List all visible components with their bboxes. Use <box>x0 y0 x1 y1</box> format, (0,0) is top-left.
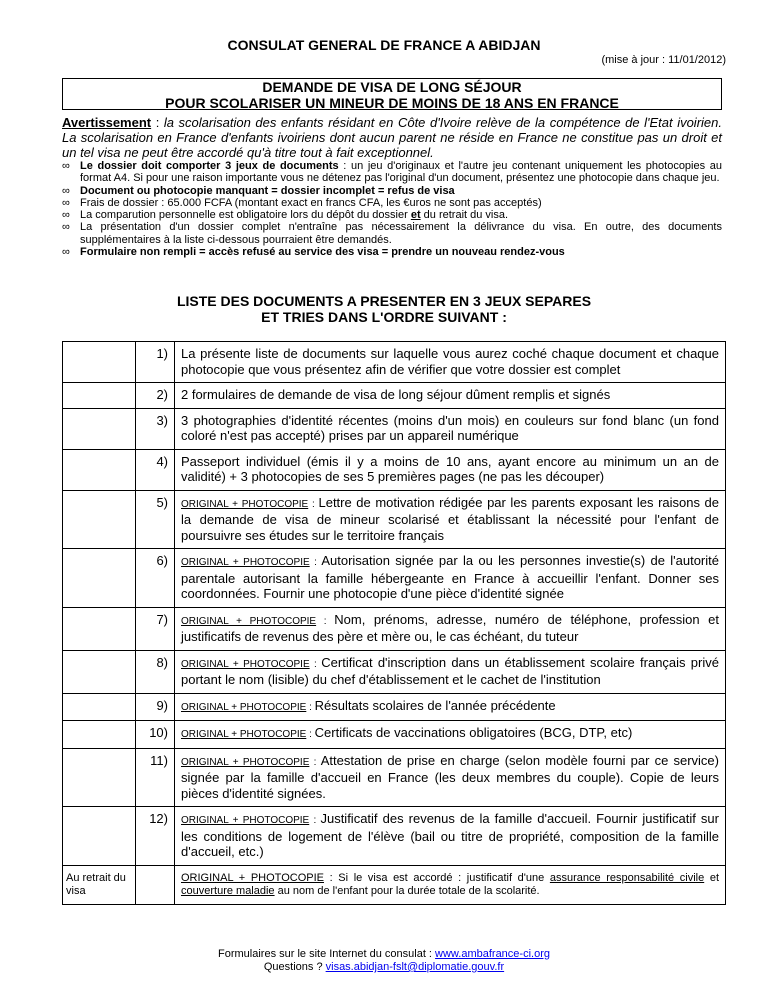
infinity-bullet-icon: ∞ <box>62 209 70 222</box>
document-number: 6) <box>136 549 175 608</box>
checkbox-cell[interactable] <box>63 748 136 807</box>
document-number: 5) <box>136 490 175 549</box>
document-row <box>63 650 726 693</box>
retrait-number-cell <box>136 865 175 904</box>
update-date: (mise à jour : 11/01/2012) <box>601 54 726 66</box>
document-description <box>175 748 726 807</box>
document-description <box>175 408 726 449</box>
prefix-separator: : <box>308 498 319 510</box>
document-number: 4) <box>136 449 175 490</box>
prefix-separator: : <box>309 756 321 768</box>
requirement-text: du retrait du visa. <box>420 209 509 222</box>
footer-questions-label: Questions ? <box>263 961 326 973</box>
document-text: Lettre de motivation rédigée par les parents exposant les raisons de la demande de visa de mineur scolarisé et établissant la nécessité pour l'enfant de poursuivre ses études sur le territoire français <box>181 494 720 543</box>
original-photocopy-prefix: ORIGINAL + PHOTOCOPIE <box>181 729 307 740</box>
list-title-line-1: LISTE DES DOCUMENTS A PRESENTER EN 3 JEUX SEPARES <box>176 293 592 309</box>
documents-table <box>62 341 726 905</box>
checkbox-cell[interactable] <box>63 549 136 608</box>
document-row <box>63 408 726 449</box>
requirement-text: : un jeu d'originaux et l'autre jeu contenant uniquement les photocopies au format A4. Si pour une raison importante vous ne détenez pas l'original d'un document, présentez une photocopie dans chaque jeu. <box>80 160 722 185</box>
requirement-text: Frais de dossier : 65.000 FCFA (montant exact en francs CFA, les €uros ne sont pas acceptés) <box>80 196 542 209</box>
requirement-underline: et <box>410 209 421 222</box>
retrait-text: et <box>704 871 720 884</box>
requirement-item <box>62 209 722 221</box>
requirement-text: La comparution personnelle est obligatoire lors du dépôt du dossier <box>80 209 411 222</box>
checkbox-cell[interactable] <box>63 342 136 383</box>
checkbox-cell[interactable] <box>63 650 136 693</box>
document-description <box>175 549 726 608</box>
requirement-text: La présentation d'un dossier complet n'entraîne pas nécessairement la délivrance du visa. En outre, des documents supplémentaires à la liste ci-dessous pourraient être demandés. <box>80 221 722 246</box>
warning-sep: : <box>151 115 164 130</box>
health-coverage-underline: couverture maladie <box>181 884 275 897</box>
requirement-item <box>62 246 722 258</box>
prefix-separator: : <box>316 615 335 627</box>
footer-website-label: Formulaires sur le site Internet du consulat : <box>218 948 436 960</box>
document-text: Passeport individuel (émis il y a moins de 10 ans, ayant encore au minimum un an de validité) + 3 photocopies de ses 5 premières pages (ne pas les découper) <box>181 453 719 484</box>
retrait-row <box>63 865 726 904</box>
document-text: La présente liste de documents sur laquelle vous aurez coché chaque document et chaque photocopie que vous présentez afin de vérifier que votre dossier est complet <box>181 346 719 377</box>
document-text: 3 photographies d'identité récentes (moins d'un mois) en couleurs sur fond blanc (un fond coloré n'est pas accepté) prises par un appareil numérique <box>181 412 719 443</box>
prefix-separator: : <box>306 729 315 740</box>
retrait-text: au nom de l'enfant pour la durée totale de la scolarité. <box>274 884 540 897</box>
warning-text: la scolarisation des enfants résidant en Côte d'Ivoire relève de la compétence de l'Etat ivoirien. La scolarisation en France d'enfants ivoiriens dont aucun parent ne réside en France ne constitue pas un droit et un tel visa ne peut être accordé qu'à titre tout à fait exceptionnel. <box>62 115 722 160</box>
requirement-item <box>62 221 722 246</box>
document-number: 3) <box>136 408 175 449</box>
original-photocopy-prefix: ORIGINAL + PHOTOCOPIE <box>181 658 310 670</box>
prefix-separator: : <box>309 557 322 568</box>
original-photocopy-prefix: ORIGINAL + PHOTOCOPIE <box>181 701 307 713</box>
document-number: 8) <box>136 650 175 693</box>
document-row <box>63 748 726 807</box>
retrait-label: Au retrait du visa <box>63 865 136 904</box>
document-text: Résultats scolaires de l'année précédente <box>314 697 556 713</box>
document-description <box>175 342 726 383</box>
checkbox-cell[interactable] <box>63 490 136 549</box>
document-description <box>175 383 726 409</box>
document-row <box>63 607 726 650</box>
original-photocopy-prefix: ORIGINAL + PHOTOCOPIE <box>181 756 310 768</box>
requirement-bold: Document ou photocopie manquant = dossier incomplet = refus de visa <box>80 184 455 197</box>
retrait-text: : Si le visa est accordé : justificatif d'une <box>323 871 550 884</box>
document-number: 10) <box>136 721 175 749</box>
documents-list-title <box>0 293 768 325</box>
original-photocopy-prefix: ORIGINAL + PHOTOCOPIE <box>181 615 317 627</box>
original-photocopy-prefix: ORIGINAL + PHOTOCOPIE <box>181 557 310 568</box>
footer-line-1 <box>0 948 768 961</box>
consulate-header: CONSULAT GENERAL DE FRANCE A ABIDJAN <box>227 37 541 53</box>
document-text: Certificats de vaccinations obligatoires (BCG, DTP, etc) <box>314 725 633 740</box>
document-number: 12) <box>136 807 175 866</box>
requirement-item <box>62 160 722 185</box>
requirement-item <box>62 197 722 209</box>
document-row <box>63 383 726 409</box>
footer-line-2 <box>0 961 768 974</box>
checkbox-cell[interactable] <box>63 383 136 409</box>
prefix-separator: : <box>309 658 322 670</box>
original-photocopy-prefix: ORIGINAL + PHOTOCOPIE <box>181 498 309 510</box>
document-number: 9) <box>136 693 175 721</box>
document-text: Autorisation signée par la ou les personnes investie(s) de l'autorité parentale autorisant la famille hébergeante en France à accueillir l'enfant. Donner ses coordonnées. Fournir une photocopie d'une pièce d'identité signée <box>181 553 719 601</box>
document-description <box>175 650 726 693</box>
document-number: 1) <box>136 342 175 383</box>
document-description <box>175 607 726 650</box>
title-line-1: DEMANDE DE VISA DE LONG SÉJOUR <box>262 79 522 95</box>
document-text: Justificatif des revenus de la famille d'accueil. Fournir justificatif sur les conditions de logement de l'élève (bail ou titre de propriété, composition de la famille d'accueil, etc.) <box>181 811 719 859</box>
document-description <box>175 449 726 490</box>
insurance-underline: assurance responsabilité civile <box>549 871 705 884</box>
infinity-bullet-icon: ∞ <box>62 246 70 259</box>
checkbox-cell[interactable] <box>63 693 136 721</box>
footer <box>0 948 768 974</box>
website-link[interactable]: www.ambafrance-ci.org <box>435 948 550 960</box>
document-description <box>175 693 726 721</box>
document-text: 2 formulaires de demande de visa de long séjour dûment remplis et signés <box>181 387 611 402</box>
requirement-bold: Formulaire non rempli = accès refusé au service des visa = prendre un nouveau rendez-vous <box>80 246 565 259</box>
document-text: Attestation de prise en charge (selon modèle fourni par ce service) signée par la famille d'accueil en France (les deux membres du couple). Copie de leurs pièces d'identité signées. <box>181 752 719 801</box>
original-photocopy-prefix: ORIGINAL + PHOTOCOPIE <box>181 815 310 826</box>
checkbox-cell[interactable] <box>63 721 136 749</box>
document-description <box>175 807 726 866</box>
document-number: 11) <box>136 748 175 807</box>
document-number: 2) <box>136 383 175 409</box>
document-row <box>63 807 726 866</box>
title-line-2: POUR SCOLARISER UN MINEUR DE MOINS DE 18 ANS EN FRANCE <box>165 95 619 111</box>
infinity-bullet-icon: ∞ <box>62 196 70 209</box>
title-box <box>62 78 722 110</box>
document-row <box>63 449 726 490</box>
document-description <box>175 490 726 549</box>
retrait-prefix: ORIGINAL + PHOTOCOPIE <box>181 871 324 884</box>
document-row <box>63 342 726 383</box>
prefix-separator: : <box>309 815 321 826</box>
checkbox-cell[interactable] <box>63 408 136 449</box>
requirements-list <box>62 160 722 258</box>
document-row <box>63 693 726 721</box>
list-title-line-2: ET TRIES DANS L'ORDRE SUIVANT : <box>261 309 507 325</box>
document-text: Certificat d'inscription dans un établissement scolaire français privé portant le nom (lisible) du chef d'établissement et le cachet de l'institution <box>181 654 719 687</box>
document-row <box>63 549 726 608</box>
document-row <box>63 721 726 749</box>
requirement-bold: Le dossier doit comporter 3 jeux de documents <box>80 160 339 172</box>
warning-paragraph <box>62 115 722 160</box>
infinity-bullet-icon: ∞ <box>62 160 70 172</box>
checkbox-cell[interactable] <box>63 607 136 650</box>
infinity-bullet-icon: ∞ <box>62 184 70 197</box>
prefix-separator: : <box>306 701 315 713</box>
checkbox-cell[interactable] <box>63 807 136 866</box>
retrait-description <box>175 865 726 904</box>
document-number: 7) <box>136 607 175 650</box>
requirement-item <box>62 185 722 197</box>
email-link[interactable]: visas.abidjan-fslt@diplomatie.gouv.fr <box>325 961 505 973</box>
document-row <box>63 490 726 549</box>
document-text: Nom, prénoms, adresse, numéro de téléphone, profession et justificatifs de revenus des père et mère ou, le cas échéant, du tuteur <box>181 611 719 644</box>
checkbox-cell[interactable] <box>63 449 136 490</box>
warning-label: Avertissement <box>62 115 152 130</box>
document-description <box>175 721 726 749</box>
infinity-bullet-icon: ∞ <box>62 221 70 234</box>
